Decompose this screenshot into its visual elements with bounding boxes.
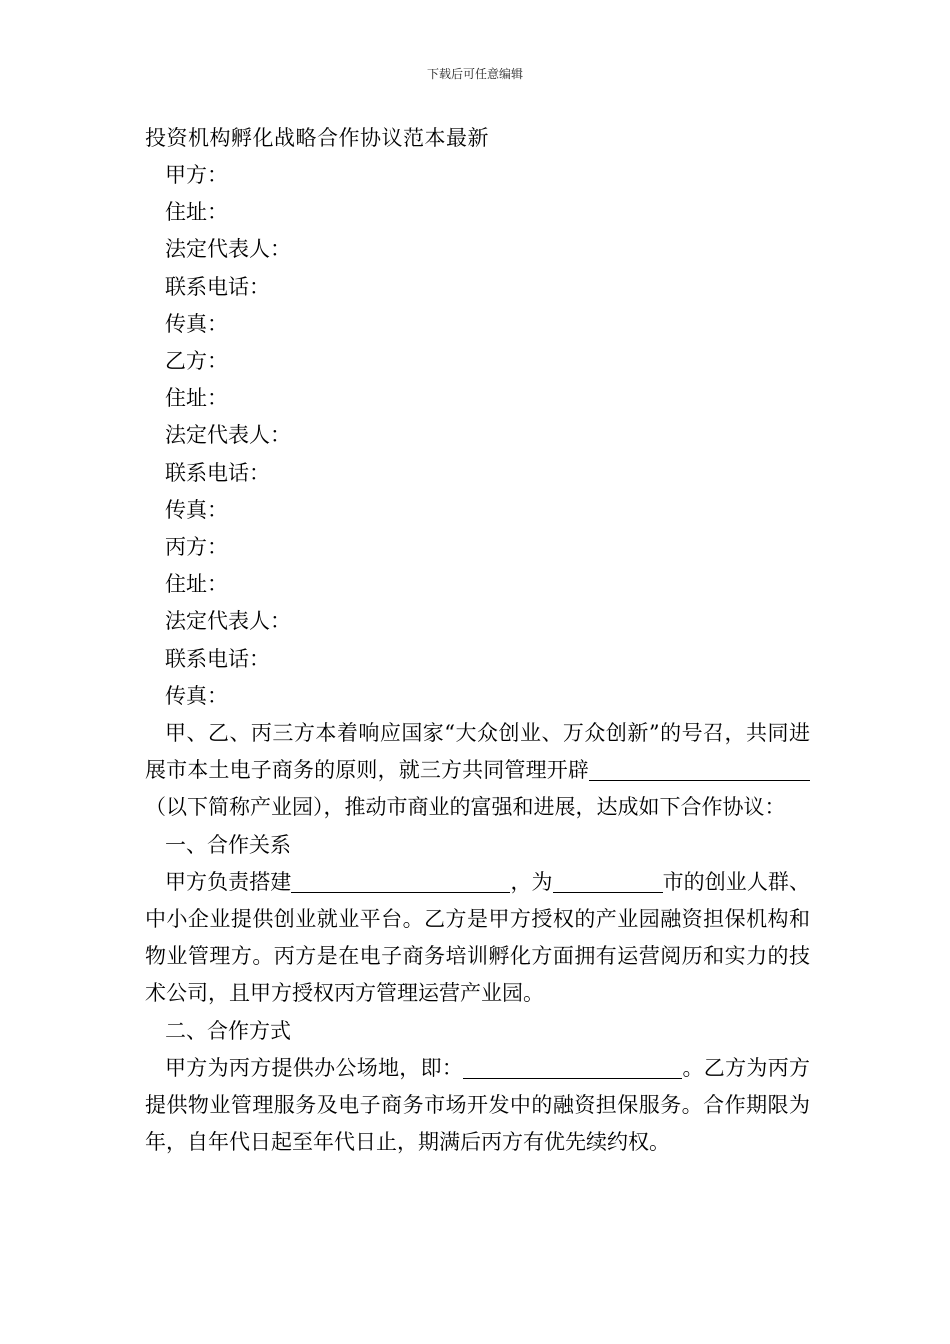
section-2-text-1: 甲方为丙方提供办公场地，即： [165, 1055, 464, 1080]
section-2-paragraph [145, 1050, 810, 1162]
party-c-block [145, 529, 810, 715]
platform-blank-line [291, 870, 510, 893]
party-b-address-label: 住址： [165, 386, 228, 411]
party-a-fax-label: 传真： [165, 311, 228, 336]
party-a-block [145, 157, 810, 343]
party-c-fax-label: 传真： [165, 683, 228, 708]
intro-paragraph [145, 715, 810, 827]
park-name-blank-line-cont [713, 758, 810, 781]
section-1-text-1: 甲方负责搭建 [165, 869, 292, 894]
section-2-heading: 二、合作方式 [165, 1018, 291, 1043]
section-1-heading: 一、合作关系 [165, 832, 291, 857]
party-b-name-label: 乙方： [165, 349, 228, 374]
intro-text-1: 甲、乙、丙三方本着响应国家“大众创业、万众创新”的号召，共同进展市本土电子商务的原则，就三方共同管理开辟 [145, 721, 810, 783]
park-name-blank-line [589, 758, 713, 781]
party-c-phone-label: 联系电话： [165, 646, 270, 671]
office-site-blank-line [463, 1056, 682, 1079]
party-a-phone-label: 联系电话： [165, 274, 270, 299]
section-1-text-3: 市的创业人群、中小企业提供创业就业平台。乙方是甲方授权的产业园融资担保机构和物业管理方。丙方是在电子商务培训孵化方面拥有运营阅历和实力的技术公司，且甲方授权丙方管理运营产业园。 [145, 869, 810, 1006]
intro-text-2: （以下简称产业园），推动市商业的富强和进展，达成如下合作协议： [145, 795, 786, 820]
section-1-text-2: ，为 [510, 869, 553, 894]
section-1-paragraph [145, 864, 810, 1013]
section-2-text-2: 。乙方为丙方提供物业管理服务及电子商务市场开发中的融资担保服务。合作期限为年，自年代日起至年代日止，期满后丙方有优先续约权。 [145, 1055, 811, 1155]
party-c-name-label: 丙方： [165, 535, 228, 560]
party-a-name-label: 甲方： [165, 163, 228, 187]
party-b-rep-label: 法定代表人： [165, 423, 291, 448]
party-b-block [145, 343, 810, 529]
city-blank-line [553, 870, 663, 893]
party-c-address-label: 住址： [165, 572, 228, 597]
document-title: 投资机构孵化战略合作协议范本最新 [145, 126, 489, 150]
document-body [145, 120, 810, 1161]
party-a-address-label: 住址： [165, 200, 228, 225]
party-b-phone-label: 联系电话： [165, 460, 270, 485]
party-b-fax-label: 传真： [165, 497, 228, 522]
page-header-note: 下载后可任意编辑 [426, 67, 523, 81]
party-c-rep-label: 法定代表人： [165, 609, 291, 634]
party-a-rep-label: 法定代表人： [165, 237, 291, 262]
